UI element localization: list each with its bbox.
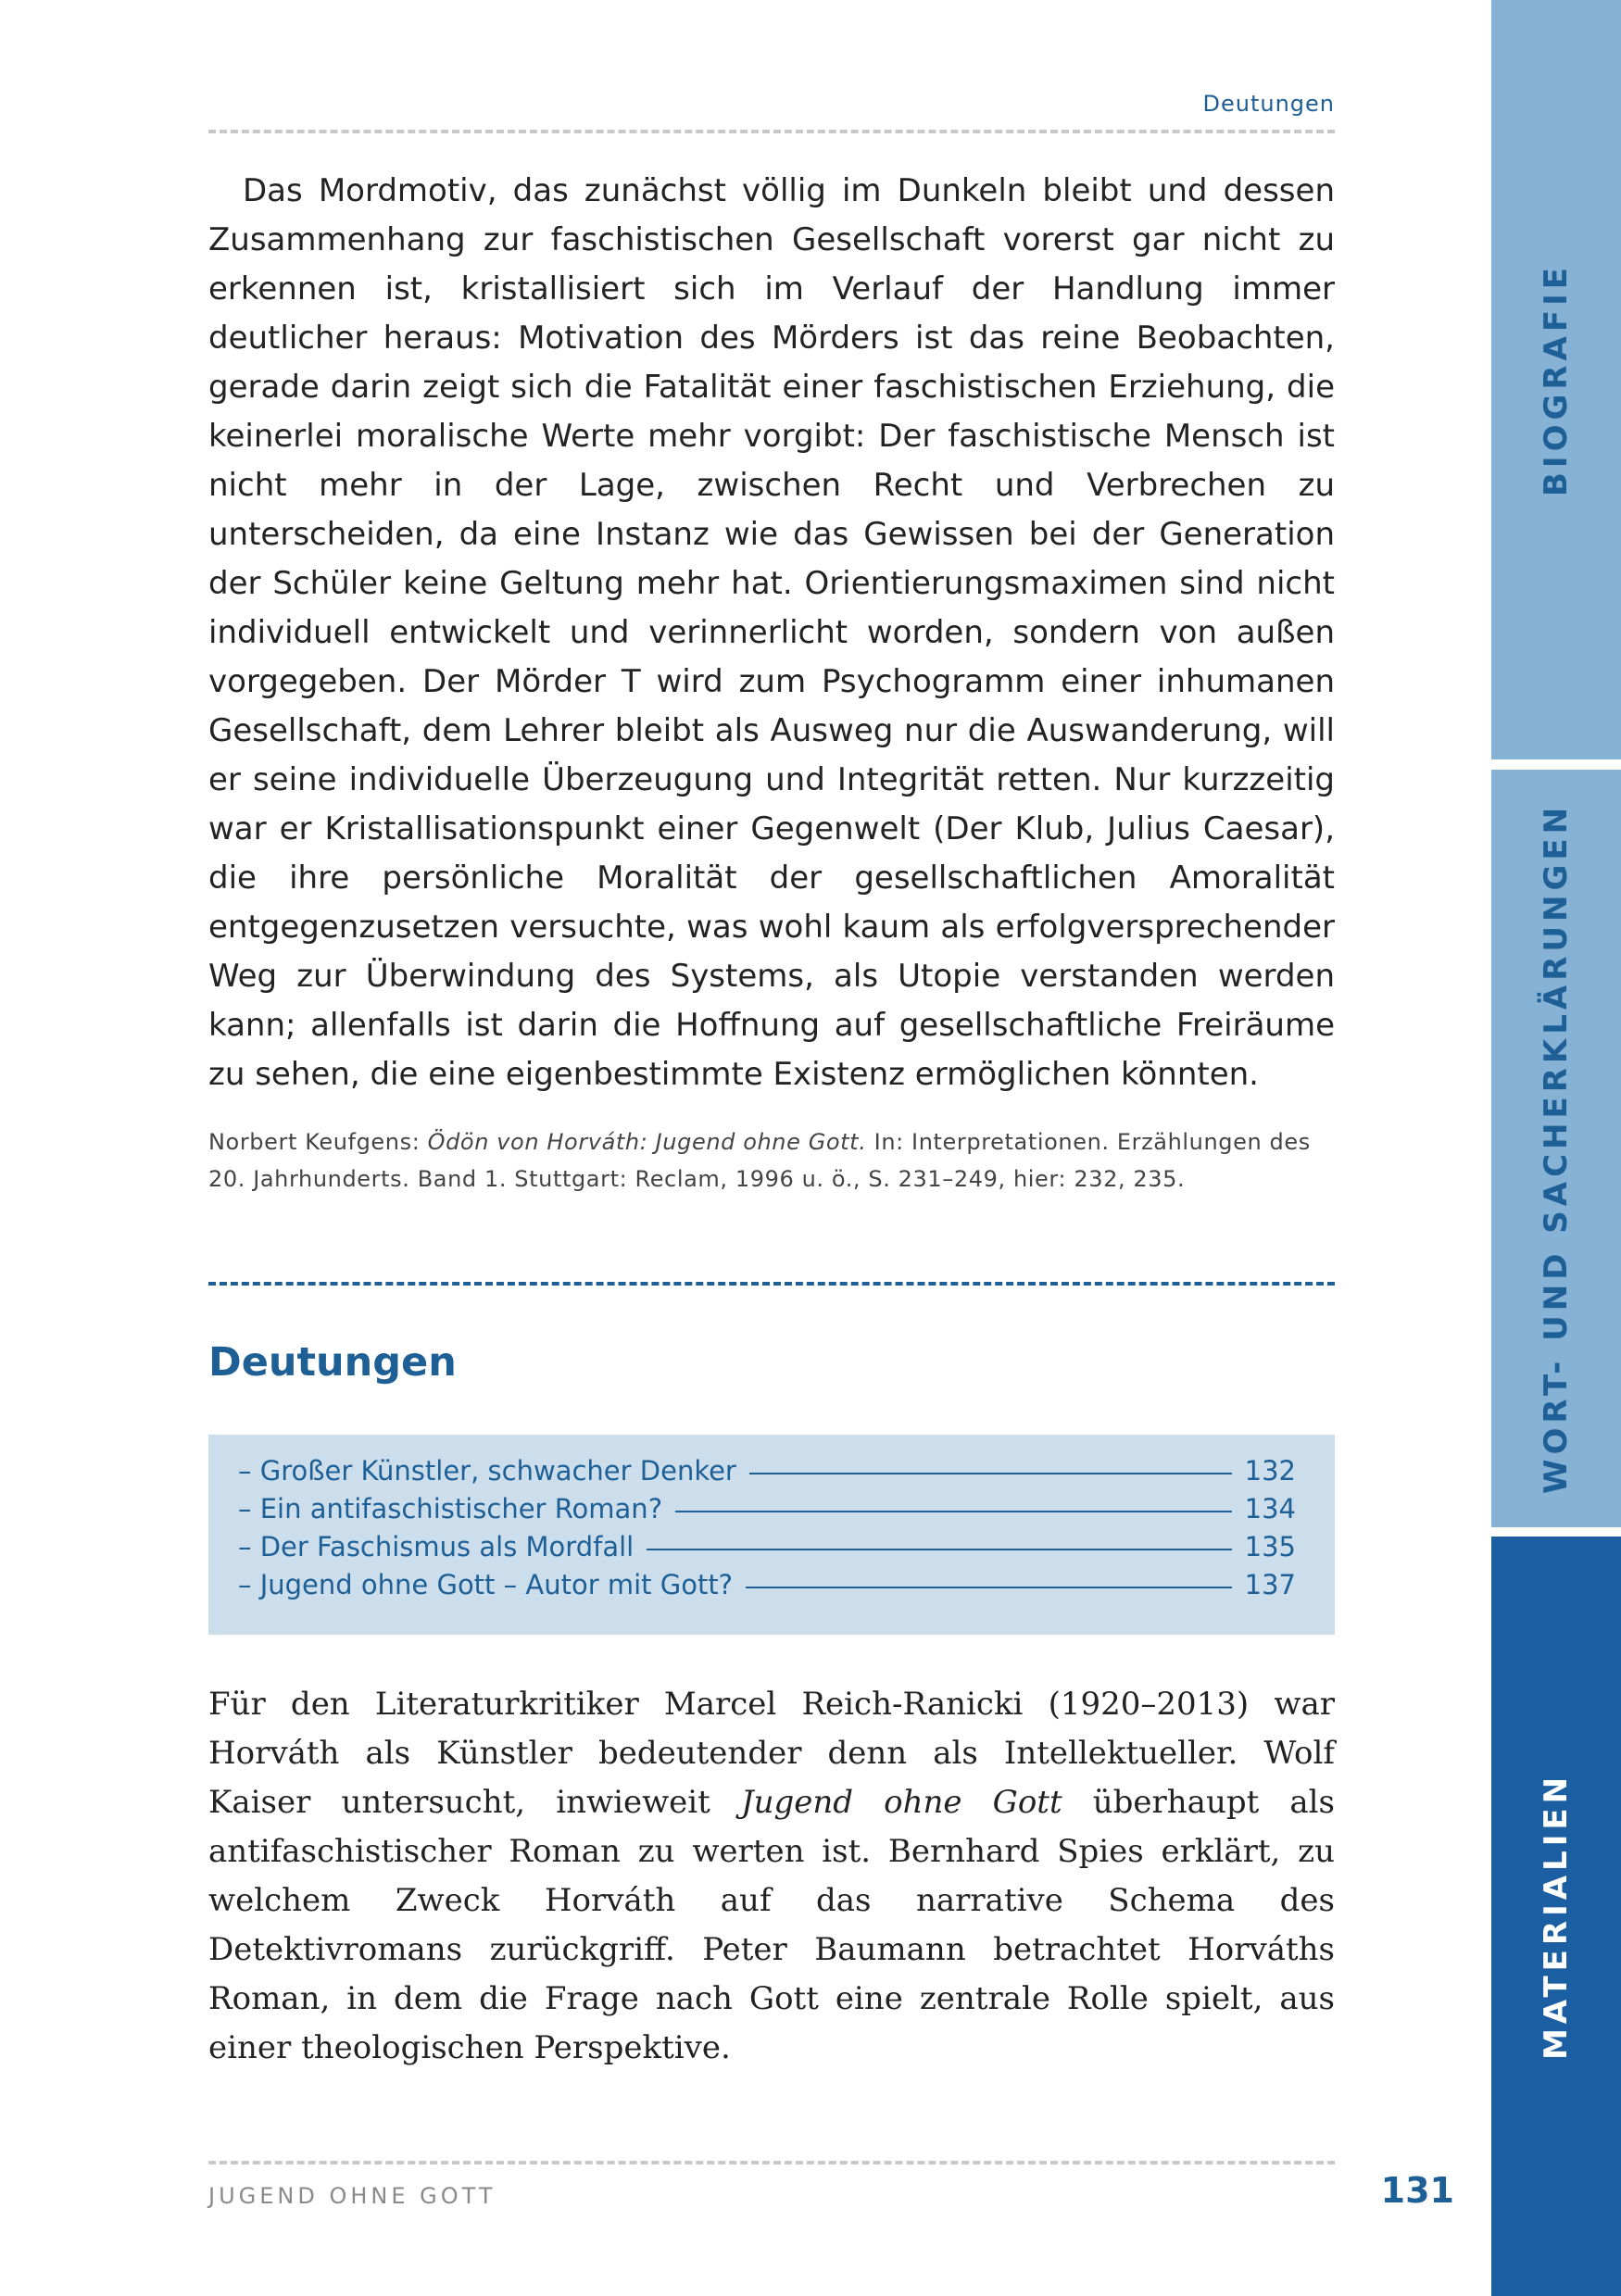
table-of-contents [208, 1435, 1335, 1635]
toc-item-page: 132 [1244, 1455, 1296, 1487]
toc-item[interactable] [238, 1531, 1296, 1569]
side-tab-label: WORT- UND SACHERKLÄRUNGEN [1538, 802, 1576, 1495]
source-details: In: Interpretationen. Erzählungen des 20. Jahrhunderts. Band 1. Stuttgart: Reclam, 1996 u. ö., S. 231–249, hier: 232, 235. [208, 1129, 1311, 1192]
side-tab-label: MATERIALIEN [1538, 1772, 1576, 2061]
toc-item-label: – Großer Künstler, schwacher Denker [238, 1455, 736, 1487]
side-tab-materialien[interactable] [1491, 1537, 1621, 2296]
toc-leader-line [746, 1587, 1232, 1588]
side-tab-biografie[interactable] [1491, 0, 1621, 759]
side-tab-label: BIOGRAFIE [1538, 263, 1576, 496]
tab-separator [1491, 759, 1621, 769]
section-title: Deutungen [208, 1339, 457, 1386]
section-intro [208, 1680, 1335, 2073]
side-tab-wort-und-sacherklaerungen[interactable] [1491, 770, 1621, 1527]
footer-book-title: JUGEND OHNE GOTT [208, 2183, 496, 2209]
toc-item-label: – Jugend ohne Gott – Autor mit Gott? [238, 1569, 734, 1600]
toc-item-label: – Ein antifaschistischer Roman? [238, 1493, 663, 1524]
tab-separator [1491, 1527, 1621, 1537]
toc-leader-line [749, 1473, 1232, 1474]
excerpt-paragraph: Das Mordmotiv, das zunächst völlig im Dunkeln bleibt und dessen Zusammenhang zur faschistischen Gesellschaft vorerst gar nicht zu erkennen ist, kristallisiert sich im Verlauf der Handlung immer deutlicher heraus: Motivation des Mörders ist das reine Beobachten, gerade darin zeigt sich die Fatalität einer faschistischen Erziehung, die keinerlei moralische Werte mehr vorgibt: Der faschistische Mensch ist nicht mehr in der Lage, zwischen Recht und Verbrechen zu unterscheiden, da eine Instanz wie das Gewissen bei der Generation der Schüler keine Geltung mehr hat. Orientierungsmaximen sind nicht individuell entwickelt und verinnerlicht worden, sondern von außen vorgegeben. Der Mörder T wird zum Psychogramm einer inhumanen Gesellschaft, dem Lehrer bleibt als Ausweg nur die Auswanderung, will er seine individuelle Überzeugung und Integrität retten. Nur kurzzeitig war er Kristallisationspunkt einer Gegenwelt (Der Klub, Julius Caesar), die ihre persönliche Moralität der gesellschaftlichen Amoralität entgegenzusetzen versuchte, was wohl kaum als erfolgversprechender Weg zur Überwindung des Systems, als Utopie verstanden werden kann; allenfalls ist darin die Hoffnung auf gesellschaftliche Freiräume zu sehen, die eine eigenbestimmte Existenz ermöglichen könnten. [208, 172, 1335, 1093]
toc-item-page: 135 [1244, 1531, 1296, 1562]
section-intro-part2: überhaupt als antifaschistischer Roman zu werten ist. Bernhard Spies erklärt, zu welchem Zweck Horváth auf das narrative Schema des Detektivromans zurückgriff. Peter Baumann betrachtet Horváths Roman, in dem die Frage nach Gott eine zentrale Rolle spielt, aus einer theologischen Perspektive. [208, 1784, 1335, 2066]
source-author: Norbert Keufgens: [208, 1129, 428, 1155]
running-head-title: Deutungen [1202, 91, 1335, 117]
header-divider [208, 130, 1335, 133]
section-intro-book-title: Jugend ohne Gott [740, 1784, 1062, 1821]
toc-item-page: 137 [1244, 1569, 1296, 1600]
toc-item-page: 134 [1244, 1493, 1296, 1524]
toc-leader-line [675, 1511, 1232, 1512]
toc-item[interactable] [238, 1493, 1296, 1531]
section-intro-part1: Für den Literaturkritiker Marcel Reich-Ranicki (1920–2013) war Horváth als Künstler bedeutender denn als Intellektueller. Wolf Kaiser untersucht, inwieweit [208, 1686, 1335, 1821]
toc-leader-line [647, 1549, 1231, 1550]
section-divider [208, 1282, 1335, 1286]
page-number: 131 [1380, 2170, 1454, 2211]
source-citation [208, 1123, 1335, 1198]
footer-divider [208, 2161, 1335, 2164]
source-title: Ödön von Horváth: Jugend ohne Gott. [427, 1129, 867, 1155]
toc-item-label: – Der Faschismus als Mordfall [238, 1531, 635, 1562]
toc-item[interactable] [238, 1455, 1296, 1493]
toc-item[interactable] [238, 1569, 1296, 1607]
